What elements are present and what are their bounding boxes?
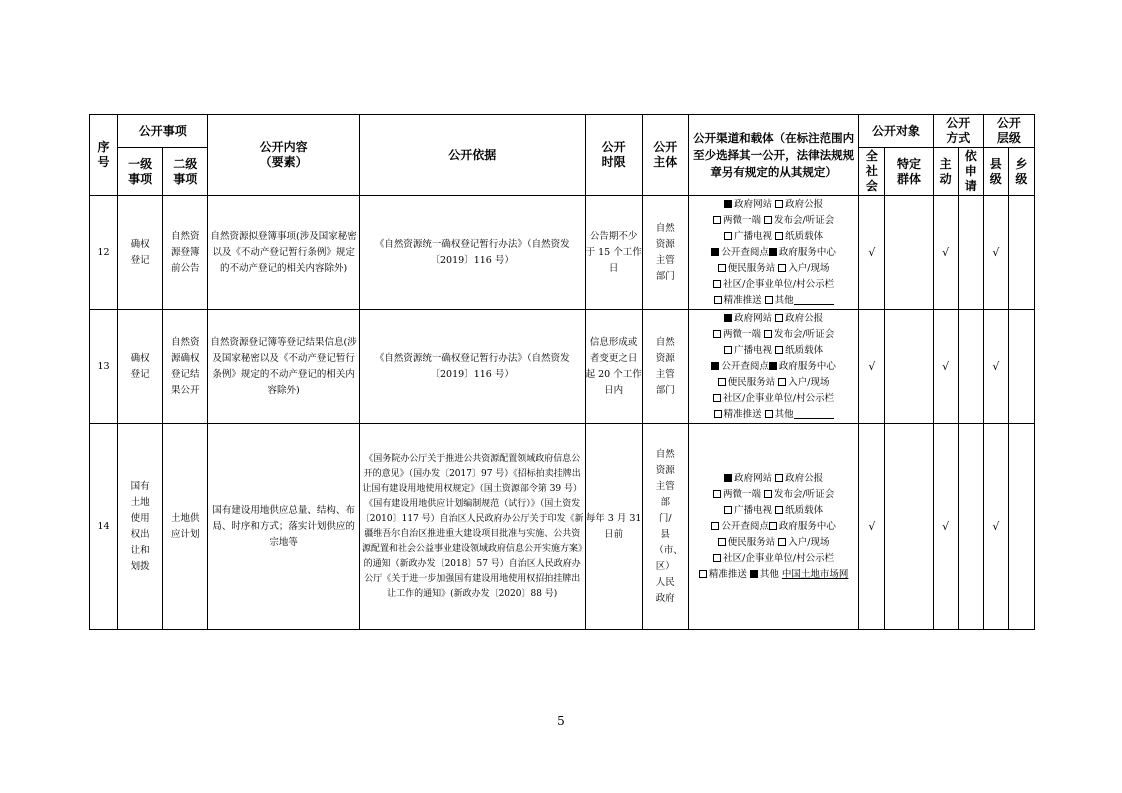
header-level-county: 县级 — [983, 148, 1008, 196]
row-target-all: √ — [859, 424, 885, 630]
checkbox-icon — [714, 296, 722, 304]
header-items: 公开事项 — [118, 115, 208, 148]
checkbox-checked-icon — [769, 248, 777, 256]
row-level-county: √ — [983, 196, 1008, 310]
row-deadline: 公告期不少于 15 个工作日 — [585, 196, 642, 310]
header-target-special: 特定群体 — [885, 148, 933, 196]
table-row — [90, 196, 1035, 310]
row-content: 自然资源拟登簿事项(涉及国家秘密以及《不动产登记暂行条例》规定的不动产登记的相关内容除外) — [208, 196, 359, 310]
checkbox-checked-icon — [750, 570, 758, 578]
row-level2: 自然资源确权登记结果公开 — [163, 310, 208, 424]
other-channel-text: 中国土地市场网 — [781, 568, 849, 580]
row-seq: 14 — [90, 424, 118, 630]
header-method-request: 依申请 — [958, 148, 983, 196]
checkbox-icon — [775, 232, 783, 240]
row-method-request — [958, 424, 983, 630]
header-method-active: 主动 — [933, 148, 958, 196]
checkbox-icon — [775, 474, 783, 482]
checkbox-icon — [764, 330, 772, 338]
checkbox-icon — [765, 296, 773, 304]
row-method-active: √ — [933, 424, 958, 630]
checkbox-icon — [778, 264, 786, 272]
checkbox-icon — [764, 490, 772, 498]
row-subject: 自然资源主管部门 — [642, 196, 688, 310]
row-basis: 《自然资源统一确权登记暂行办法》（自然资发〔2019〕116 号） — [359, 196, 585, 310]
header-subject: 公开主体 — [642, 115, 688, 196]
checkbox-icon — [778, 378, 786, 386]
checkbox-checked-icon — [711, 362, 719, 370]
header-level-town: 乡级 — [1008, 148, 1034, 196]
header-content: 公开内容（要素） — [208, 115, 359, 196]
checkbox-checked-icon — [769, 362, 777, 370]
header-basis: 公开依据 — [359, 115, 585, 196]
row-method-request — [958, 196, 983, 310]
checkbox-checked-icon — [711, 248, 719, 256]
checkbox-icon — [769, 522, 777, 530]
checkbox-icon — [713, 394, 721, 402]
row-seq: 12 — [90, 196, 118, 310]
checkbox-icon — [764, 216, 772, 224]
header-level1: 一级事项 — [118, 148, 163, 196]
row-subject: 自然资源主管部门/县（市、区）人民政府 — [642, 424, 688, 630]
row-method-request — [958, 310, 983, 424]
row-target-special — [885, 196, 933, 310]
row-basis: 《自然资源统一确权登记暂行办法》（自然资发〔2019〕116 号） — [359, 310, 585, 424]
checkbox-icon — [724, 346, 732, 354]
checkbox-icon — [775, 506, 783, 514]
checkbox-icon — [713, 280, 721, 288]
row-level-county: √ — [983, 310, 1008, 424]
checkbox-icon — [699, 570, 707, 578]
header-deadline: 公开时限 — [585, 115, 642, 196]
row-level1: 国有土地使用权出让和划拨 — [118, 424, 163, 630]
row-method-active: √ — [933, 196, 958, 310]
row-level2: 自然资源登簿前公告 — [163, 196, 208, 310]
checkbox-icon — [778, 538, 786, 546]
row-deadline: 每年 3 月 31 日前 — [585, 424, 642, 630]
header-method: 公开方式 — [933, 115, 983, 148]
checkbox-icon — [775, 346, 783, 354]
checkbox-icon — [711, 522, 719, 530]
row-level1: 确权登记 — [118, 310, 163, 424]
blank-line — [794, 407, 834, 419]
checkbox-checked-icon — [724, 314, 732, 322]
row-channels: 政府网站 政府公报 两微一端 发布会/听证会 广播电视 纸质载体 公开查阅点 政府服务中心 便民服务站 入户/现场 社区/企事业单位/村公示栏 精准推送 其他 — [688, 310, 859, 424]
row-content: 国有建设用地供应总量、结构、布局、时序和方式；落实计划供应的宗地等 — [208, 424, 359, 630]
page-number: 5 — [557, 714, 565, 728]
header-level: 公开层级 — [983, 115, 1034, 148]
row-level-town — [1008, 310, 1034, 424]
checkbox-icon — [713, 554, 721, 562]
checkbox-icon — [775, 200, 783, 208]
checkbox-icon — [724, 232, 732, 240]
checkbox-icon — [775, 314, 783, 322]
checkbox-icon — [718, 264, 726, 272]
header-target-all: 全社会 — [859, 148, 885, 196]
header-channel: 公开渠道和载体（在标注范围内至少选择其一公开，法律法规规章另有规定的从其规定） — [688, 115, 859, 196]
checkbox-icon — [765, 410, 773, 418]
row-target-all: √ — [859, 310, 885, 424]
checkbox-icon — [724, 506, 732, 514]
row-deadline: 信息形成或者变更之日起 20 个工作日内 — [585, 310, 642, 424]
header-target: 公开对象 — [859, 115, 933, 148]
disclosure-table — [89, 114, 1035, 630]
checkbox-checked-icon — [724, 200, 732, 208]
header-level2: 二级事项 — [163, 148, 208, 196]
row-seq: 13 — [90, 310, 118, 424]
blank-line — [794, 293, 834, 305]
checkbox-icon — [713, 330, 721, 338]
table-row — [90, 310, 1035, 424]
checkbox-icon — [713, 490, 721, 498]
row-basis: 《国务院办公厅关于推进公共资源配置领域政府信息公开的意见》（国办发〔2017〕97 号）《招标拍卖挂牌出让国有建设用地使用权规定》（国土资源部令第 39 号）《国有建设用地供应计划编制规范（试行）》（国土资发〔2010〕117 号）自治区人民政府办公厅关于印发《新疆维吾尔自治区推进重大建设项目批准与实施、公共资源配置和社会公益事业建设领域政府信息公开实施方案》的通知（新政办发〔2018〕57 号）自治区人民政府办公厅《关于进一步加强国有建设用地使用权招拍挂牌出让工作的通知》(新政办发〔2020〕88 号) — [359, 424, 585, 630]
row-subject: 自然资源主管部门 — [642, 310, 688, 424]
row-method-active: √ — [933, 310, 958, 424]
row-level-town — [1008, 196, 1034, 310]
row-channels: 政府网站 政府公报 两微一端 发布会/听证会 广播电视 纸质载体 公开查阅点 政府服务中心 便民服务站 入户/现场 社区/企事业单位/村公示栏 精准推送 其他 — [688, 196, 859, 310]
row-level1: 确权登记 — [118, 196, 163, 310]
checkbox-icon — [713, 216, 721, 224]
header-row-1 — [90, 115, 1035, 148]
row-content: 自然资源登记簿等登记结果信息(涉及国家秘密以及《不动产登记暂行条例》规定的不动产登记的相关内容除外) — [208, 310, 359, 424]
checkbox-icon — [714, 410, 722, 418]
table-row — [90, 424, 1035, 630]
checkbox-checked-icon — [724, 474, 732, 482]
row-channels: 政府网站 政府公报 两微一端 发布会/听证会 广播电视 纸质载体 公开查阅点 政府服务中心 便民服务站 入户/现场 社区/企事业单位/村公示栏 精准推送 其他 中国土地市场网 — [688, 424, 859, 630]
row-target-special — [885, 424, 933, 630]
row-level2: 土地供应计划 — [163, 424, 208, 630]
row-level-town — [1008, 424, 1034, 630]
row-target-all: √ — [859, 196, 885, 310]
row-level-county: √ — [983, 424, 1008, 630]
row-target-special — [885, 310, 933, 424]
header-seq: 序号 — [90, 115, 118, 196]
checkbox-icon — [718, 538, 726, 546]
checkbox-icon — [718, 378, 726, 386]
